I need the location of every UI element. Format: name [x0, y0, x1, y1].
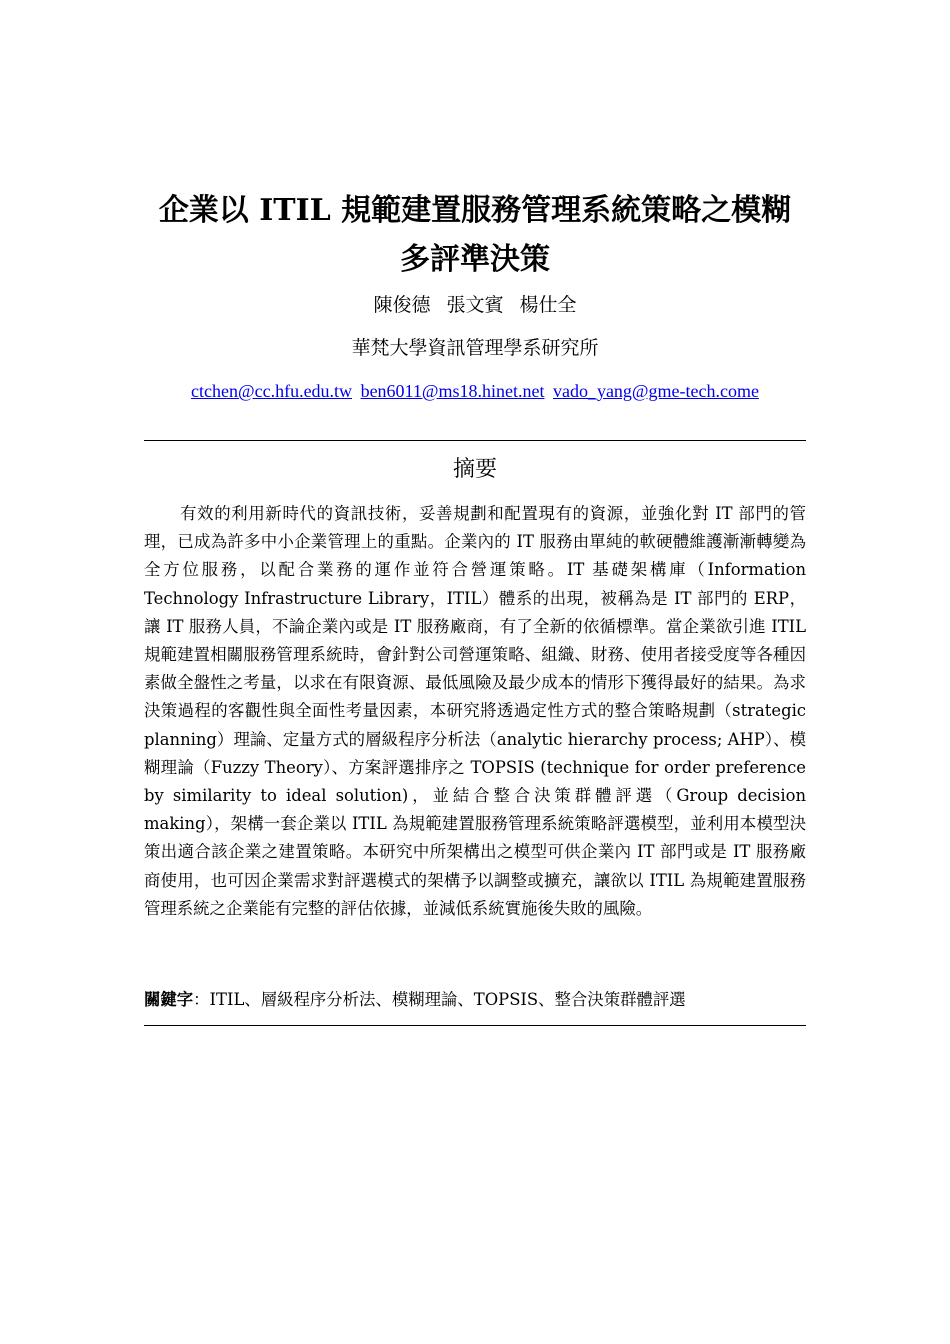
email-link-3[interactable]: vado_yang@gme-tech.come: [552, 381, 759, 401]
keywords-label: 關鍵字: [144, 990, 194, 1009]
paper-title: 企業以 ITIL 規範建置服務管理系統策略之模糊多評準決策: [158, 193, 792, 277]
author-list: 陳俊德 張文賓 楊仕全: [373, 294, 577, 316]
top-divider: [144, 440, 806, 441]
bottom-divider: [144, 1025, 806, 1026]
keywords-text: ：ITIL、層級程序分析法、模糊理論、TOPSIS、整合決策群體評選: [193, 990, 686, 1009]
email-link-2[interactable]: ben6011@ms18.hinet.net: [360, 381, 545, 401]
email-list: [124, 377, 826, 405]
keywords-line: [144, 986, 806, 1014]
email-link-1[interactable]: ctchen@cc.hfu.edu.tw: [191, 381, 353, 401]
affiliation: 華梵大學資訊管理學系研究所: [351, 337, 599, 359]
abstract-heading: 摘要: [452, 457, 497, 482]
abstract-body: 有效的利用新時代的資訊技術，妥善規劃和配置現有的資源，並強化對 IT 部門的管理，已成為許多中小企業管理上的重點。企業內的 IT 服務由單純的軟硬體維護漸漸轉變為全方位服務，以配合業務的運作並符合營運策略。IT 基礎架構庫（Information Technology Infrastructure Library，ITIL）體系的出現，被稱為是 IT 部門的 ERP，讓 IT 服務人員，不論企業內或是 IT 服務廠商，有了全新的依循標準。當企業欲引進 ITIL 規範建置相關服務管理系統時，會針對公司營運策略、組織、財務、使用者接受度等各種因素做全盤性之考量，以求在有限資源、最低風險及最少成本的情形下獲得最好的結果。為求決策過程的客觀性與全面性考量因素，本研究將透過定性方式的整合策略規劃（strategic planning）理論、定量方式的層級程序分析法（analytic hierarchy process; AHP）、模糊理論（Fuzzy Theory）、方案評選排序之 TOPSIS (technique for order preference by similarity to ideal solution)，並結合整合決策群體評選（Group decision making），架構一套企業以 ITIL 為規範建置服務管理系統策略評選模型，並利用本模型決策出適合該企業之建置策略。本研究中所架構出之模型可供企業內 IT 部門或是 IT 服務廠商使用，也可因企業需求對評選模式的架構予以調整或擴充，讓欲以 ITIL 為規範建置服務管理系統之企業能有完整的評估依據，並減低系統實施後失敗的風險。: [144, 504, 806, 918]
